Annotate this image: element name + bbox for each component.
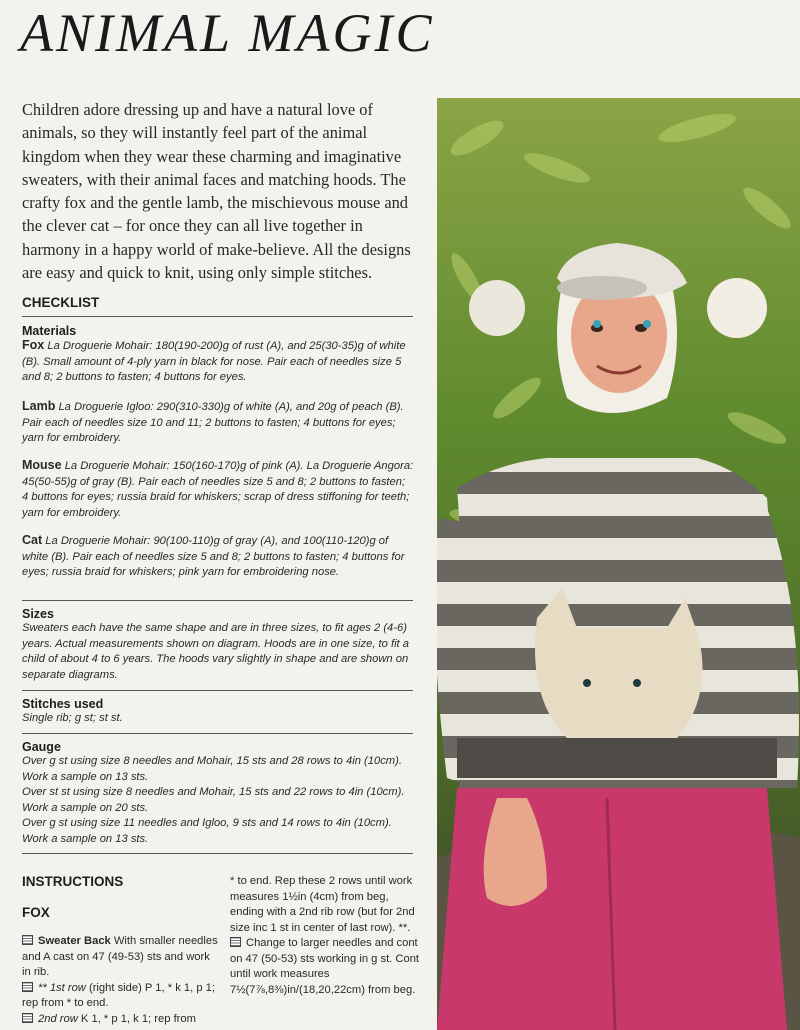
sweater-back-label: Sweater Back xyxy=(38,935,111,947)
row-2-paragraph xyxy=(22,1012,218,1028)
sizes-heading: Sizes xyxy=(22,607,54,621)
divider xyxy=(22,853,413,854)
sizes-text: Sweaters each have the same shape and are in three sizes, to fit ages 2 (4-6) years. Actual measurements shown on diagram. Hoods are in one size, to fit a child of about 4 to 6 years. The hoods vary slightly in shape and are shown on separate diagrams. xyxy=(22,622,409,681)
instructions-column-2 xyxy=(230,874,420,998)
larger-needles-paragraph xyxy=(230,936,420,998)
sweater-back-paragraph xyxy=(22,934,218,981)
gauge-line-1: Over g st using size 8 needles and Mohair, 15 sts and 28 rows to 4in (10cm). Work a sample on 13 sts. xyxy=(22,755,402,783)
photo-illustration xyxy=(437,98,800,1030)
checklist-heading: CHECKLIST xyxy=(22,295,100,310)
stitches-section xyxy=(22,697,414,727)
instructions-heading: INSTRUCTIONS xyxy=(22,874,124,889)
fox-instructions-heading: FOX xyxy=(22,905,50,920)
gauge-line-2: Over st st using size 8 needles and Mohair, 15 sts and 22 rows to 4in (10cm). Work a sample on 20 sts. xyxy=(22,786,405,814)
lamb-label: Lamb xyxy=(22,399,56,413)
row-2-text: K 1, * p 1, k 1; rep from xyxy=(77,1012,196,1025)
fox-materials xyxy=(22,338,414,386)
gauge-heading: Gauge xyxy=(22,740,61,754)
cat-label: Cat xyxy=(22,533,43,547)
mouse-label: Mouse xyxy=(22,458,62,472)
cat-materials-text: La Droguerie Mohair: 90(100-110)g of gray (A), and 100(110-120)g of white (B). Pair each of needles size 5 and 8; 2 buttons to fasten; 4 buttons for eyes; russia braid for whiskers; pink yarn for embroidering nose. xyxy=(22,535,405,578)
row-1-text: (right side) P 1, * k 1, p 1; rep from * to end. xyxy=(22,981,216,1009)
sweater-back-text: With smaller needles and A cast on 47 (49-53) sts and work in rib. xyxy=(22,935,218,978)
lamb-materials-block xyxy=(22,399,414,447)
stitches-heading: Stitches used xyxy=(22,697,104,711)
gauge-section xyxy=(22,740,414,847)
step-marker-icon xyxy=(230,937,241,947)
cat-materials xyxy=(22,533,414,581)
divider xyxy=(22,690,413,691)
lamb-materials-text: La Droguerie Igloo: 290(310-330)g of white (A), and 20g of peach (B). Pair each of needles size 10 and 11; 2 buttons to fasten; 4 buttons for eyes; yarn for embroidery. xyxy=(22,401,404,444)
fox-label: Fox xyxy=(22,338,45,352)
row-1-paragraph xyxy=(22,981,218,1012)
materials-section xyxy=(22,324,414,386)
rib-continue-paragraph: * to end. Rep these 2 rows until work measures 1½in (4cm) from beg, ending with a 2nd rib row (but for 2nd size inc 1 st in center of last row). **. xyxy=(230,875,415,934)
materials-heading: Materials xyxy=(22,324,77,338)
instructions-column-1 xyxy=(22,934,218,1027)
mouse-materials-block xyxy=(22,458,414,521)
sizes-section xyxy=(22,607,414,683)
step-marker-icon xyxy=(22,982,33,992)
step-marker-icon xyxy=(22,935,33,945)
intro-paragraph: Children adore dressing up and have a natural love of animals, so they will instantly feel part of the animal kingdom when they wear these charming and imaginative sweaters, with their animal faces and matching hoods. The crafty fox and the gentle lamb, the mischievous mouse and the clever cat – for once they can all live together in harmony in a happy world of make-believe. All the designs are easy and quick to knit, using only simple stitches. xyxy=(22,100,411,283)
lamb-materials xyxy=(22,399,414,447)
larger-needles-text: Change to larger needles and cont on 47 (50-53) sts working in g st. Cont until work measures 7½(7⅞,8⅜)in/(18,20,22cm) from beg. xyxy=(230,937,420,996)
divider xyxy=(22,316,413,317)
gauge-line-3: Over g st using size 11 needles and Igloo, 9 sts and 14 rows to 4in (10cm). Work a sample on 13 sts. xyxy=(22,817,392,845)
cat-materials-block xyxy=(22,533,414,581)
mouse-materials-text: La Droguerie Mohair: 150(160-170)g of pink (A). La Droguerie Angora: 45(50-55)g of gray (B). Pair each of needles size 5 and 8; 2 buttons to fasten; 4 buttons for eyes; russia braid for whiskers; scrap of dress stiffoning for teeth; yarn for embroidery. xyxy=(22,460,414,519)
page-title: ANIMAL MAGIC xyxy=(20,3,435,63)
divider xyxy=(22,600,413,601)
step-marker-icon xyxy=(22,1013,33,1023)
fox-materials-text: La Droguerie Mohair: 180(190-200)g of rust (A), and 25(30-35)g of white (B). Small amount of 4-ply yarn in black for nose. Pair each of needles size 5 and 8; 2 buttons to fasten; 4 buttons for eyes. xyxy=(22,340,406,383)
mouse-materials xyxy=(22,458,414,521)
child-in-cat-hood-photo xyxy=(437,98,800,1030)
row-2-label: 2nd row xyxy=(38,1012,78,1025)
divider xyxy=(22,733,413,734)
stitches-text: Single rib; g st; st st. xyxy=(22,712,123,724)
row-1-label: ** 1st row xyxy=(38,981,86,994)
